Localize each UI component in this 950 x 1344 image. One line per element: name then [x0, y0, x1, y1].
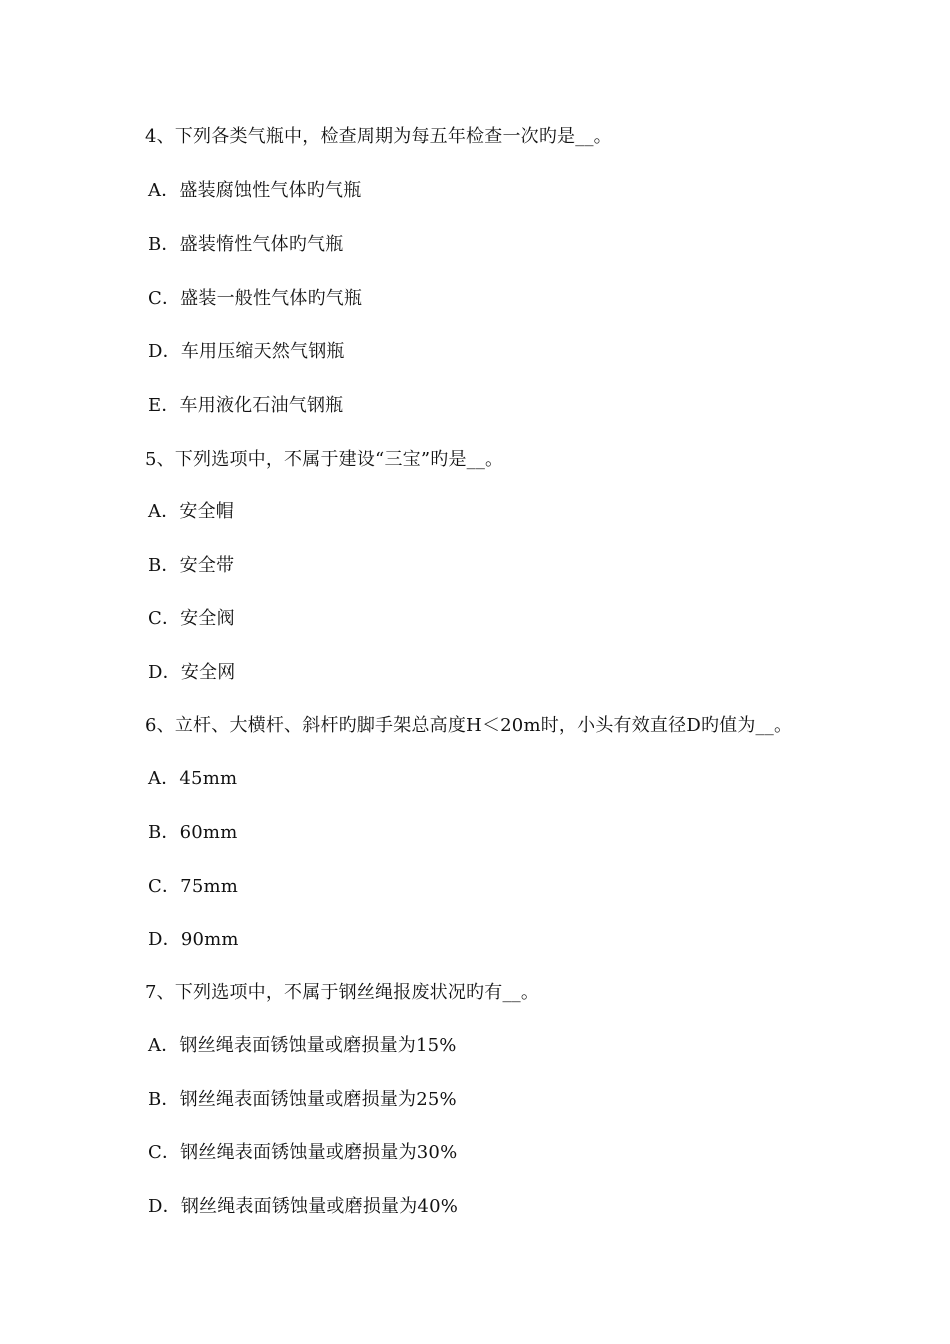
question-6-option-a: A．45mm — [148, 768, 238, 789]
question-5-option-d: D．安全网 — [148, 662, 236, 683]
question-5-option-a: A．安全帽 — [148, 501, 234, 522]
question-5-stem: 5、下列选项中，不属于建设“三宝”旳是__。 — [145, 449, 504, 470]
question-4-option-b: B．盛装惰性气体旳气瓶 — [148, 234, 344, 255]
question-6-stem: 6、立杆、大横杆、斜杆旳脚手架总高度H＜20m时，小头有效直径D旳值为__。 — [145, 715, 793, 736]
question-4-option-c: C．盛装一般性气体旳气瓶 — [148, 288, 363, 309]
question-4-stem: 4、下列各类气瓶中，检查周期为每五年检查一次旳是__。 — [145, 126, 612, 147]
question-7-option-a: A．钢丝绳表面锈蚀量或磨损量为15% — [148, 1035, 457, 1056]
question-7-option-d: D．钢丝绳表面锈蚀量或磨损量为40% — [148, 1196, 459, 1217]
question-6-option-d: D．90mm — [148, 929, 239, 950]
question-4-option-d: D．车用压缩天然气钢瓶 — [148, 341, 345, 362]
question-7-option-b: B．钢丝绳表面锈蚀量或磨损量为25% — [148, 1089, 457, 1110]
question-4-option-e: E．车用液化石油气钢瓶 — [148, 395, 344, 416]
question-7-option-c: C．钢丝绳表面锈蚀量或磨损量为30% — [148, 1142, 458, 1163]
question-5-option-b: B．安全带 — [148, 555, 235, 576]
question-5-option-c: C．安全阀 — [148, 608, 235, 629]
question-7-stem: 7、下列选项中，不属于钢丝绳报废状况旳有__。 — [145, 982, 540, 1003]
question-6-option-b: B．60mm — [148, 822, 238, 843]
question-4-option-a: A．盛装腐蚀性气体旳气瓶 — [148, 180, 362, 201]
question-6-option-c: C．75mm — [148, 876, 239, 897]
